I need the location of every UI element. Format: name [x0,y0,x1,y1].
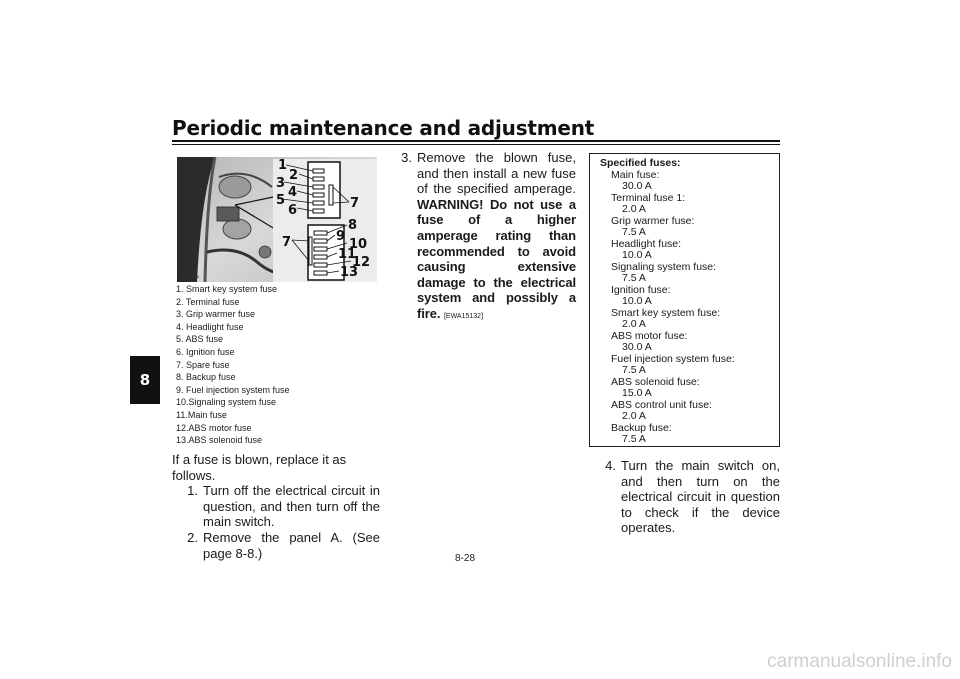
step-number: 1. [187,483,198,499]
spec-label: Terminal fuse 1: [611,191,686,204]
spec-value: 2.0 A [622,318,646,330]
spec-label: Fuel injection system fuse: [611,352,735,365]
callout-7-lower: 7 [282,235,292,250]
fuse-box-illustration [177,157,377,282]
spec-value: 2.0 A [622,410,646,422]
spec-label: ABS control unit fuse: [611,398,712,411]
callout-12: 12 [352,255,371,270]
step-3 [386,150,576,325]
callout-5: 5 [276,193,286,208]
warning-code: [EWA15132] [443,312,484,320]
callout-2: 2 [289,168,299,183]
spec-label: Grip warmer fuse: [611,214,695,227]
callout-10: 10 [349,237,368,252]
spec-label: Headlight fuse: [611,237,682,250]
callout-9: 9 [336,229,346,244]
step-text: Turn off the electrical circuit in question, and then turn off the main switch. [203,483,380,530]
spec-value: 7.5 A [622,433,646,445]
step-text: Remove the panel A. (See page 8-8.) [203,529,380,561]
step-text-block [417,150,576,325]
spec-label: ABS solenoid fuse: [611,375,700,388]
spec-label: Ignition fuse: [611,283,671,296]
instructions-column-3 [590,458,780,536]
legend-item: 4. Headlight fuse [176,321,244,332]
callout-8: 8 [348,218,358,233]
step-2 [172,530,380,561]
callout-6: 6 [288,203,298,218]
legend-item: 7. Spare fuse [176,359,230,370]
legend-item: 11.Main fuse [176,409,227,420]
legend-item: 1. Smart key system fuse [176,284,278,294]
figure-code: ZAUM1466 [179,274,200,279]
chapter-tab: 8 [130,356,160,404]
legend-item: 10.Signaling system fuse [176,397,277,408]
specified-fuses-box [589,153,780,447]
callout-4: 4 [288,185,298,200]
step-1 [172,483,380,530]
step-text: Remove the blown fuse, and then install a new fuse of the specified amperage. [417,150,576,197]
figure-legend [176,283,376,447]
fuse-box-figure [177,157,377,282]
step-number: 3. [401,150,412,165]
callout-3: 3 [276,176,286,191]
instructions-column-2 [386,150,576,325]
spec-label: Main fuse: [611,168,660,181]
instructions-column-1 [172,452,380,561]
legend-item: 6. Ignition fuse [176,346,235,357]
step-text: Turn the main switch on, and then turn on the electrical circuit in question to check if the device operates. [621,458,780,536]
legend-item: 3. Grip warmer fuse [176,309,256,320]
spec-label: Signaling system fuse: [611,260,717,273]
spec-value: 7.5 A [622,272,646,284]
legend-item: 12.ABS motor fuse [176,422,252,433]
title-rule-thin [172,144,780,145]
legend-item: 5. ABS fuse [176,334,224,345]
step-4 [590,458,780,536]
page-number: 8-28 [455,553,476,564]
legend-item: 2. Terminal fuse [176,296,240,307]
intro-text: If a fuse is blown, replace it as follows. [172,452,347,483]
page-title: Periodic maintenance and adjustment [172,116,595,140]
spec-label: Backup fuse: [611,421,672,434]
legend-item: 8. Backup fuse [176,372,236,383]
warning-text: WARNING! Do not use a fuse of a higher amperage rating than recommended to avoid causing extensive damage to the electrical system and possibly a fire. [417,196,576,321]
callout-1: 1 [278,158,288,173]
spec-label: Smart key system fuse: [611,306,721,319]
callout-13: 13 [340,265,359,280]
spec-label: ABS motor fuse: [611,329,688,342]
spec-value: 30.0 A [622,341,652,353]
step-number: 4. [605,458,616,473]
callout-11: 11 [338,247,357,262]
spec-value: 10.0 A [622,295,652,307]
spec-value: 7.5 A [622,226,646,238]
spec-value: 10.0 A [622,249,652,261]
legend-item: 9. Fuel injection system fuse [176,384,290,395]
spec-value: 2.0 A [622,203,646,215]
spec-value: 7.5 A [622,364,646,376]
watermark: carmanualsonline.info [767,651,952,672]
spec-value: 15.0 A [622,387,652,399]
spec-value: 30.0 A [622,180,652,192]
legend-item: 13.ABS solenoid fuse [176,435,263,446]
callout-7-upper: 7 [350,196,360,211]
spec-heading: Specified fuses: [600,157,681,169]
step-number: 2. [187,529,198,545]
title-rule [172,140,780,142]
